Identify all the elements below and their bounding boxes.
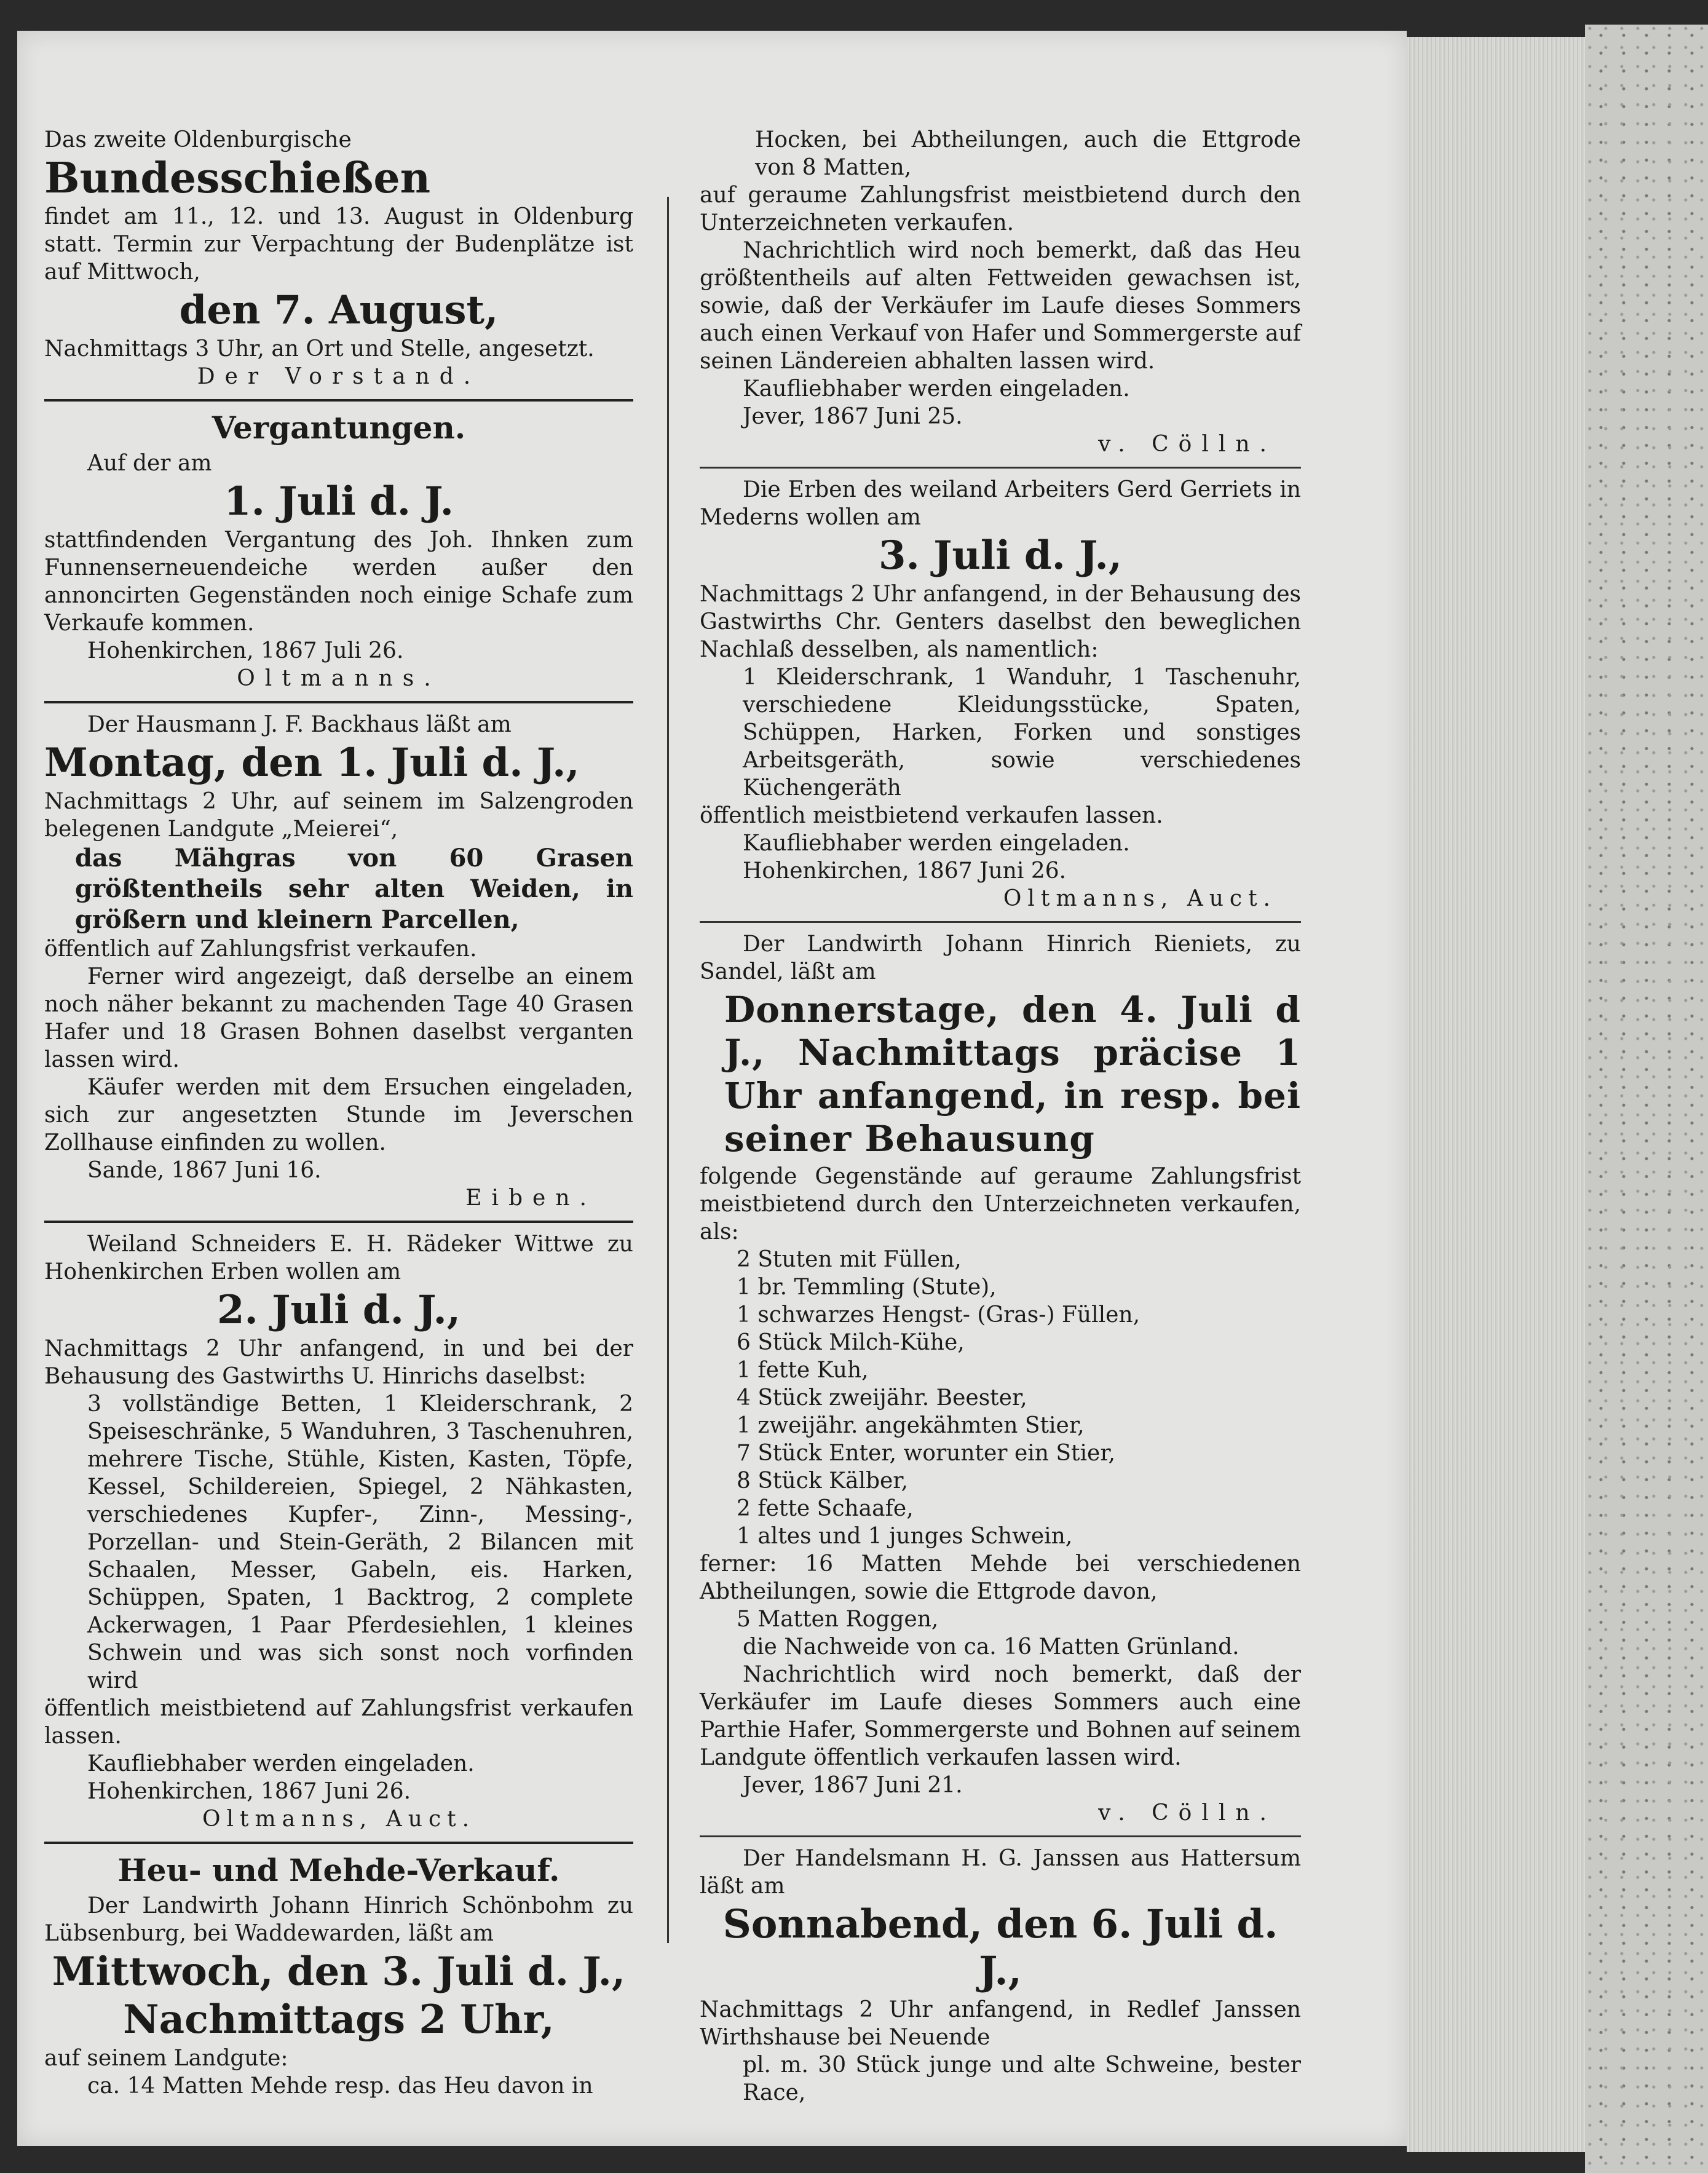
section-title: Heu- und Mehde-Verkauf. — [117, 1852, 560, 1888]
ad-separator — [44, 1842, 633, 1844]
ad-separator — [44, 701, 633, 703]
ad-body: findet am 11., 12. und 13. August in Oldenburg statt. Termin zur Verpachtung der Budenplätze ist auf Mittwoch, — [44, 204, 633, 285]
ad-place-date: Jever, 1867 Juni 25. — [743, 404, 963, 429]
ad-date: 3. Juli d. J., — [879, 532, 1122, 579]
ad-vergantungen — [44, 409, 633, 692]
ad-time: Nachmittags 3 Uhr, an Ort und Stelle, angesetzt. — [44, 336, 595, 362]
ad-intro: Weiland Schneiders E. H. Rädeker Wittwe zu Hohenkirchen Erben wollen am — [44, 1232, 633, 1284]
ad-raedeker — [44, 1230, 633, 1833]
ad-body: Nachmittags 2 Uhr, auf seinem im Salzengroden belegenen Landgute „Meierei“, — [44, 789, 633, 842]
ad-heu-verkauf — [44, 1851, 633, 2100]
list-item: 2 fette Schaafe, — [737, 1496, 914, 1521]
book-fore-edge — [1407, 37, 1585, 2152]
ad-body: Ferner wird angezeigt, daß derselbe an einem noch näher bekannt zu machenden Tage 40 Grasen Hafer und 18 Grasen Bohnen daselbst verganten lassen wird. — [44, 964, 633, 1072]
ad-janssen — [700, 1845, 1301, 2107]
ad-intro: Auf der am — [87, 451, 212, 476]
ad-heu-verkauf-continued — [700, 126, 1301, 458]
left-column — [44, 126, 633, 2100]
ad-date: Montag, den 1. Juli d. J., — [44, 740, 580, 786]
ad-body: Kaufliebhaber werden eingeladen. — [87, 1751, 475, 1776]
ad-body: Nachrichtlich wird noch bemerkt, daß das Heu größtentheils auf alten Fettweiden gewachsen ist, sowie, daß der Verkäufer im Laufe dieses Sommers auch einen Verkauf von Hafer und Sommergerste auf seinen Ländereien abhalten lassen wird. — [700, 238, 1301, 374]
list-item: 7 Stück Enter, worunter ein Stier, — [737, 1441, 1116, 1466]
ad-separator — [44, 1221, 633, 1223]
list-item: 1 schwarzes Hengst- (Gras-) Füllen, — [737, 1302, 1141, 1328]
ad-signature: Der Vorstand. — [197, 364, 481, 389]
ad-item: ca. 14 Matten Mehde resp. das Heu davon in — [87, 2073, 593, 2099]
ad-body: Kaufliebhaber werden eingeladen. — [743, 376, 1130, 402]
ad-items: 1 Kleiderschrank, 1 Wanduhr, 1 Taschenuhr, verschiedene Kleidungsstücke, Spaten, Schüppen, Harken, Forken und sonstiges Arbeitsgeräth, sowie verschiedenes Küchengeräth — [743, 665, 1301, 801]
ad-body: Nachmittags 2 Uhr anfangend, in der Behausung des Gastwirths Chr. Genters daselbst den beweglichen Nachlaß desselben, als namentlich: — [700, 582, 1301, 662]
ad-intro: Der Handelsmann H. G. Janssen aus Hattersum läßt am — [700, 1846, 1301, 1899]
ad-body: auf geraume Zahlungsfrist meistbietend durch den Unterzeichneten verkaufen. — [700, 183, 1301, 236]
ad-date: Mittwoch, den 3. Juli d. J., — [52, 1949, 626, 1995]
list-item: 1 altes und 1 junges Schwein, — [737, 1524, 1073, 1549]
ad-date: 2. Juli d. J., — [217, 1287, 461, 1333]
ad-place-date: Hohenkirchen, 1867 Juli 26. — [87, 638, 404, 663]
ad-date: Sonnabend, den 6. Juli d. J., — [722, 1901, 1278, 1994]
ad-signature: Oltmanns, Auct. — [202, 1807, 476, 1832]
ad-place-date: Hohenkirchen, 1867 Juni 26. — [743, 858, 1067, 884]
ad-body: öffentlich meistbietend verkaufen lassen. — [700, 803, 1163, 828]
list-item: 4 Stück zweijähr. Beester, — [737, 1385, 1027, 1411]
ad-body: Nachmittags 2 Uhr anfangend, in und bei der Behausung des Gastwirths U. Hinrichs daselbst: — [44, 1336, 633, 1389]
ad-date: den 7. August, — [179, 287, 499, 333]
ad-backhaus — [44, 711, 633, 1212]
section-title: Vergantungen. — [212, 410, 466, 446]
list-item: 6 Stück Milch-Kühe, — [737, 1330, 965, 1355]
right-column — [700, 126, 1301, 2107]
ad-title: Bundesschießen — [44, 154, 431, 203]
ad-body: öffentlich auf Zahlungsfrist verkaufen. — [44, 936, 477, 962]
ad-place-date: Hohenkirchen, 1867 Juni 26. — [87, 1779, 411, 1804]
ad-headline: Donnerstage, den 4. Juli d J., Nachmittags präcise 1 Uhr anfangend, in resp. bei seiner Behausung — [724, 989, 1301, 1160]
ad-bundesschiessen — [44, 126, 633, 390]
list-item: 1 br. Temmling (Stute), — [737, 1275, 997, 1300]
ad-body: folgende Gegenstände auf geraume Zahlungsfrist meistbietend durch den Unterzeichneten verkaufen, als: — [700, 1164, 1301, 1245]
ad-body: öffentlich meistbietend auf Zahlungsfrist verkaufen lassen. — [44, 1696, 633, 1749]
list-item: 1 zweijähr. angekähmten Stier, — [737, 1413, 1085, 1438]
ad-separator — [700, 921, 1301, 923]
ad-signature: Oltmanns. — [237, 666, 441, 691]
ad-separator — [44, 399, 633, 402]
ad-place-date: Jever, 1867 Juni 21. — [743, 1773, 963, 1798]
ad-items: 3 vollständige Betten, 1 Kleiderschrank, 2 Speiseschränke, 5 Wanduhren, 3 Taschenuhren, mehrere Tische, Stühle, Kisten, Kasten, Töpfe, Kessel, Schildereien, Spiegel, 2 Nähkasten, verschiedenes Kupfer-, Zinn-, Messing-, Porzellan- und Stein-Geräth, 2 Bilancen mit Schaalen, Messer, Gabeln, eis. Harken, Schüppen, Spaten, 1 Backtrog, 2 complete Ackerwagen, 1 Paar Pferdesiehlen, 1 kleines Schwein und was sich sonst noch vorfinden wird — [87, 1391, 633, 1693]
ad-rieniets — [700, 930, 1301, 1827]
ad-intro: Der Landwirth Johann Hinrich Rieniets, zu Sandel, läßt am — [700, 932, 1301, 984]
ad-body: Kaufliebhaber werden eingeladen. — [743, 831, 1130, 856]
list-item: 8 Stück Kälber, — [737, 1468, 908, 1494]
ad-body: Nachmittags 2 Uhr anfangend, in Redlef Janssen Wirthshause bei Neuende — [700, 1997, 1301, 2050]
list-item: 1 fette Kuh, — [737, 1358, 869, 1383]
livestock-list — [700, 1246, 1301, 1550]
ad-intro: Der Hausmann J. F. Backhaus läßt am — [87, 712, 512, 737]
ad-separator — [700, 467, 1301, 469]
ad-item: Hocken, bei Abtheilungen, auch die Ettgrode von 8 Matten, — [755, 127, 1301, 180]
ad-body: auf seinem Landgute: — [44, 2046, 288, 2071]
ad-date: 1. Juli d. J. — [224, 478, 454, 524]
ad-ferner: ferner: 16 Matten Mehde bei verschiedenen Abtheilungen, sowie die Ettgrode davon, — [700, 1551, 1301, 1604]
ad-offer: das Mähgras von 60 Grasen größtentheils sehr alten Weiden, in größern und kleinern Parcellen, — [75, 844, 633, 934]
ad-gerriets — [700, 476, 1301, 912]
ad-ferner-item: 5 Matten Roggen, — [737, 1607, 939, 1632]
ad-place-date: Sande, 1867 Juni 16. — [87, 1158, 322, 1183]
list-item: 2 Stuten mit Füllen, — [737, 1247, 962, 1272]
ad-time: Nachmittags 2 Uhr, — [123, 1997, 555, 2043]
ad-body: stattfindenden Vergantung des Joh. Ihnken zum Funnenserneuendeiche werden außer den annoncirten Gegenständen noch einige Schafe zum Verkaufe kommen. — [44, 528, 633, 636]
ad-signature: v. Cölln. — [1098, 1800, 1276, 1826]
ad-ferner-item: die Nachweide von ca. 16 Matten Grünland. — [743, 1634, 1239, 1660]
ad-body: Käufer werden mit dem Ersuchen eingeladen, sich zur angesetzten Stunde im Jeverschen Zollhause einfinden zu wollen. — [44, 1075, 633, 1155]
ad-intro: Die Erben des weiland Arbeiters Gerd Gerriets in Mederns wollen am — [700, 477, 1301, 530]
book-cover-board — [1585, 25, 1708, 2173]
ad-intro: Das zweite Oldenburgische — [44, 127, 352, 152]
ad-signature: Eiben. — [465, 1185, 596, 1211]
column-divider — [667, 197, 669, 1943]
ad-body: Nachrichtlich wird noch bemerkt, daß der Verkäufer im Laufe dieses Sommers auch eine Parthie Hafer, Sommergerste und Bohnen auf seinem Landgute öffentlich verkaufen lassen wird. — [700, 1662, 1301, 1770]
ad-signature: Oltmanns, Auct. — [1003, 886, 1276, 911]
ad-item: pl. m. 30 Stück junge und alte Schweine, bester Race, — [743, 2052, 1301, 2105]
ad-signature: v. Cölln. — [1098, 432, 1276, 457]
ad-separator — [700, 1835, 1301, 1837]
ad-intro: Der Landwirth Johann Hinrich Schönbohm zu Lübsenburg, bei Waddewarden, läßt am — [44, 1893, 633, 1946]
